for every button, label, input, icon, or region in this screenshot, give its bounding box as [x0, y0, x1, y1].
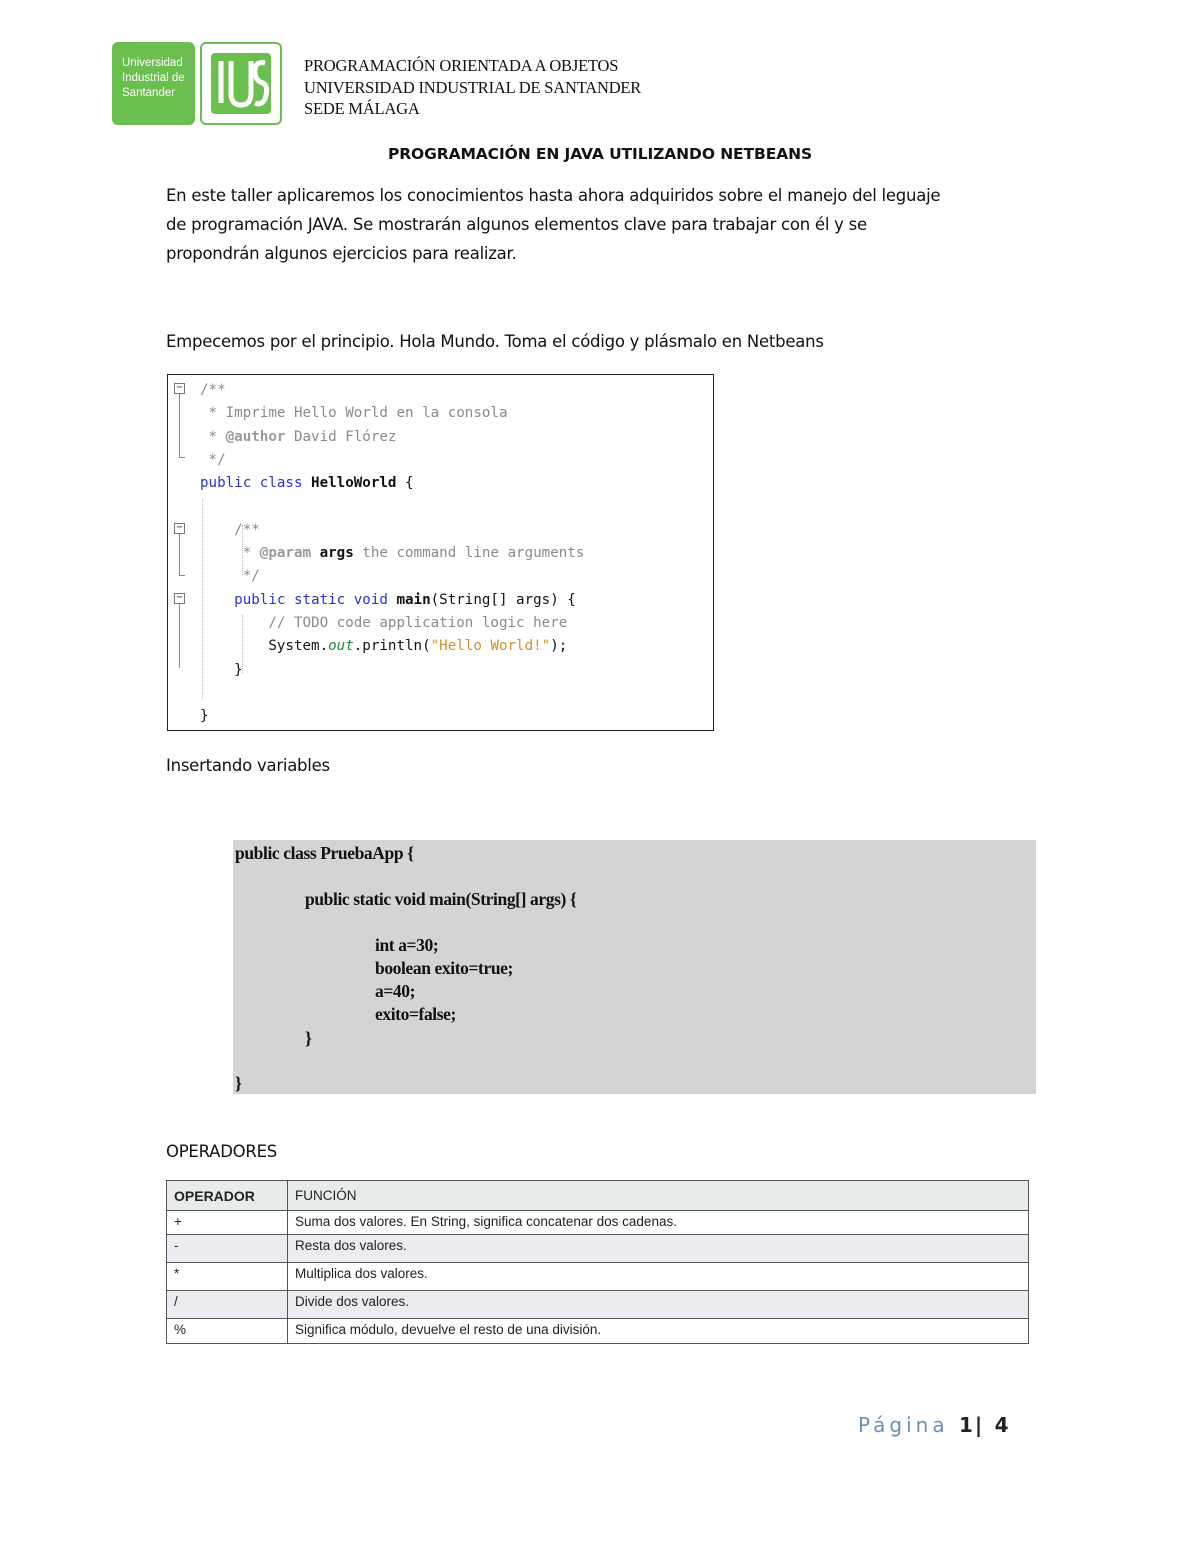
table-row [167, 1263, 1029, 1291]
operator-cell: / [167, 1291, 288, 1319]
page-label: Página [858, 1413, 949, 1437]
operator-cell: + [167, 1211, 288, 1235]
page-total: 4 [994, 1413, 1011, 1437]
intro-line: En este taller aplicaremos los conocimientos hasta ahora adquiridos sobre el manejo del leguaje [166, 186, 941, 205]
code-line: } [305, 1028, 312, 1048]
code-line: public static void main(String[] args) { [305, 889, 577, 909]
function-cell: Multiplica dos valores. [288, 1263, 1029, 1291]
header-funcion: FUNCIÓN [288, 1181, 1029, 1211]
code-line: a=40; [375, 981, 416, 1001]
operator-cell: % [167, 1319, 288, 1344]
header-university: UNIVERSIDAD INDUSTRIAL DE SANTANDER [304, 77, 642, 97]
code-line: boolean exito=true; [375, 958, 513, 978]
code-line: exito=false; [375, 1004, 456, 1024]
table-row [167, 1291, 1029, 1319]
document-title: PROGRAMACIÓN EN JAVA UTILIZANDO NETBEANS [387, 145, 813, 163]
function-cell: Divide dos valores. [288, 1291, 1029, 1319]
document-header [304, 55, 641, 120]
hello-intro-text: Empecemos por el principio. Hola Mundo. Toma el código y plásmalo en Netbeans [166, 332, 824, 351]
header-operador: OPERADOR [167, 1181, 288, 1211]
code-line: int a=30; [375, 935, 439, 955]
operator-cell: - [167, 1235, 288, 1263]
function-cell: Resta dos valores. [288, 1235, 1029, 1263]
logo-text-line: Industrial de [122, 72, 185, 84]
page-number: 1 [958, 1413, 975, 1437]
page-separator: | [974, 1413, 985, 1437]
page-footer [858, 1413, 1010, 1437]
logo-text-line: Universidad [122, 57, 183, 69]
code-gutter [168, 375, 202, 730]
operators-table [166, 1180, 1029, 1344]
code-line: } [235, 1073, 242, 1093]
code-line: public class PruebaApp { [235, 843, 414, 863]
uis-text-logo [112, 42, 195, 125]
fold-minus-icon: − [174, 593, 185, 604]
fold-minus-icon: − [174, 523, 185, 534]
java-source: /** * Imprime Hello World en la consola * @author David Flórez */ public class HelloWorld { /** * @param args the command line arguments */ public static void main(String[] args) { // TODO code application logic here System.out.println("Hello World!"); } } [200, 382, 585, 725]
function-cell: Suma dos valores. En String, significa concatenar dos cadenas. [288, 1211, 1029, 1235]
netbeans-code-block [167, 374, 714, 731]
uis-mark-logo [200, 42, 282, 125]
fold-minus-icon: − [174, 383, 185, 394]
logo-text-line: Santander [122, 87, 176, 99]
function-cell: Significa módulo, devuelve el resto de una división. [288, 1319, 1029, 1344]
table-row [167, 1211, 1029, 1235]
table-row [167, 1319, 1029, 1344]
variables-label: Insertando variables [166, 756, 330, 775]
uis-monogram-icon [211, 53, 271, 114]
operator-cell: * [167, 1263, 288, 1291]
intro-line: de programación JAVA. Se mostrarán algunos elementos clave para trabajar con él y se [166, 215, 867, 234]
operators-label: OPERADORES [166, 1142, 278, 1161]
intro-paragraph [166, 181, 1046, 268]
table-row [167, 1235, 1029, 1263]
prueba-app-code-block [233, 840, 1036, 1094]
intro-line: propondrán algunos ejercicios para realizar. [166, 244, 517, 263]
table-header-row [167, 1181, 1029, 1211]
header-campus: SEDE MÁLAGA [304, 99, 420, 118]
header-course: PROGRAMACIÓN ORIENTADA A OBJETOS [304, 56, 619, 75]
